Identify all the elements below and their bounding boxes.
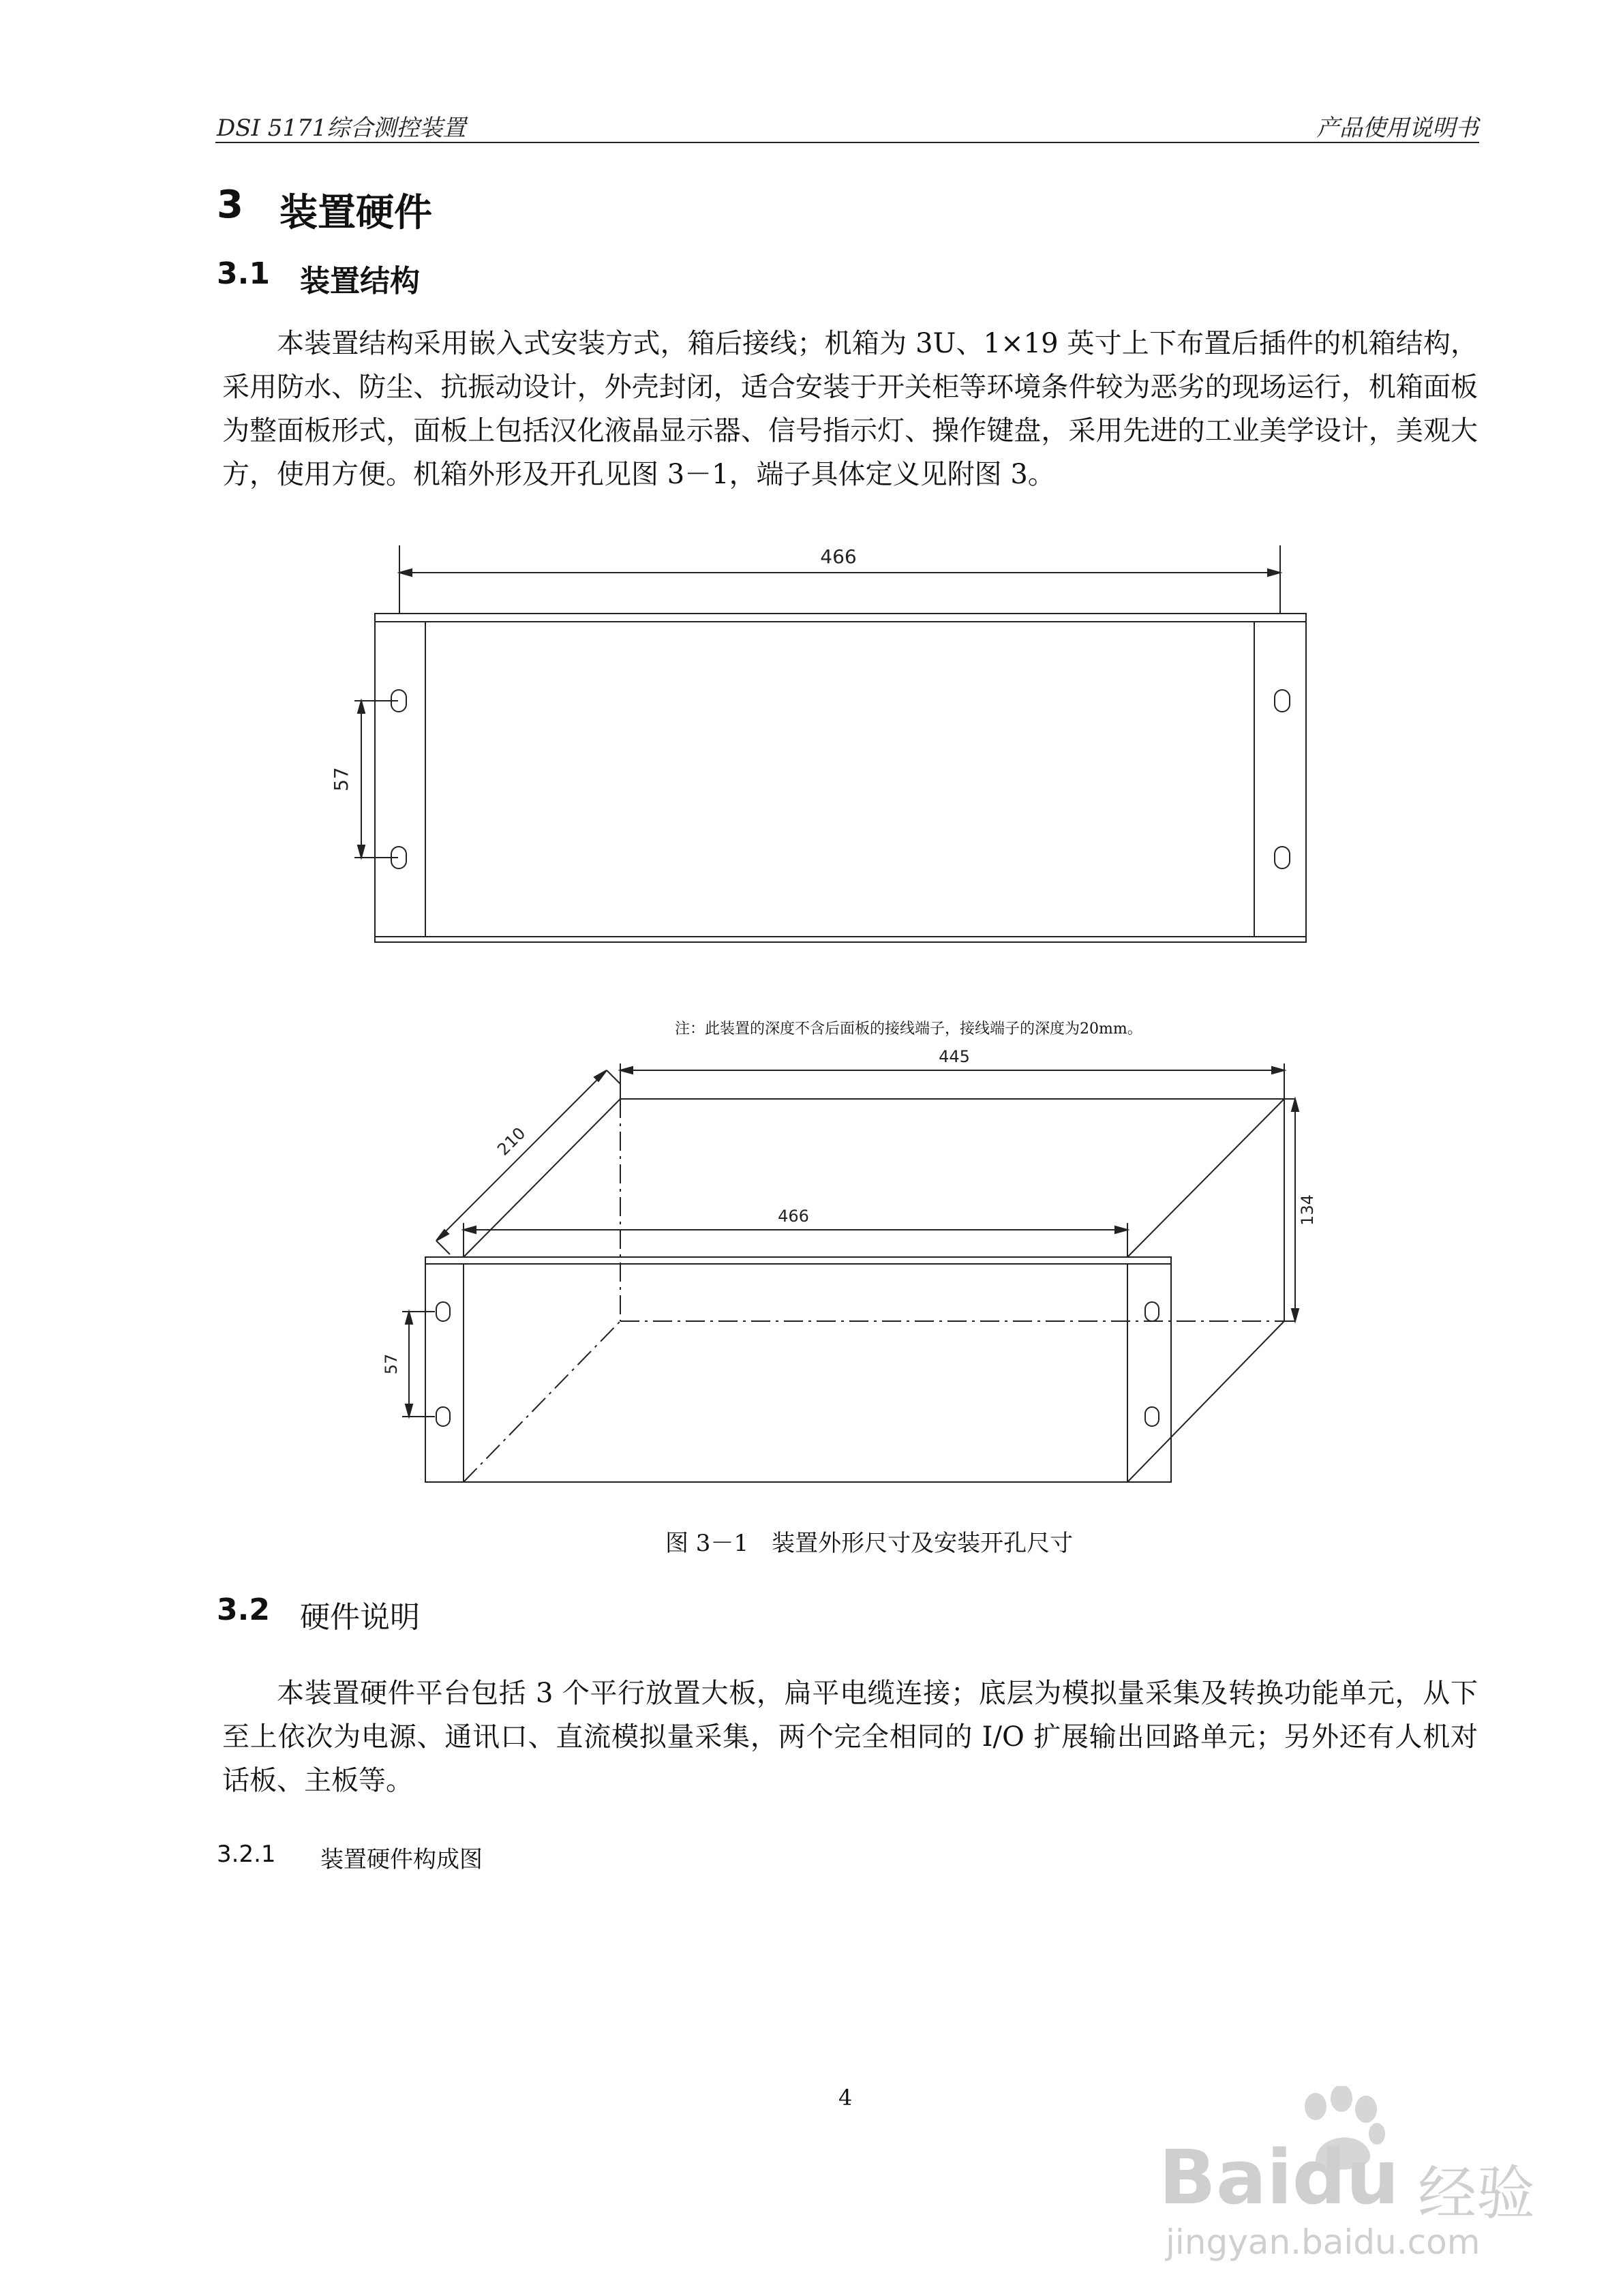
figure-caption: 图 3－1 装置外形尺寸及安装开孔尺寸	[665, 1530, 1074, 1557]
watermark-suffix: 经验	[1418, 2160, 1535, 2228]
figure-note: 注：此装置的深度不含后面板的接线端子，接线端子的深度为20mm。	[675, 1021, 1142, 1038]
subsection-1-paragraph: 本装置结构采用嵌入式安装方式，箱后接线；机箱为 3U、1×19 英寸上下布置后插件的机箱结构，采用防水、防尘、抗振动设计，外壳封闭，适合安装于开关柜等环境条件较为恶劣的现场运行，机箱面板为整面板形式，面板上包括汉化液晶显示器、信号指示灯、操作键盘，采用先进的工业美学设计，美观大方，使用方便。机箱外形及开孔见图 3－1，端子具体定义见附图 3。	[222, 328, 1478, 490]
watermark	[1159, 2086, 1568, 2263]
section-title: 装置硬件	[279, 191, 432, 235]
front-view-drawing	[327, 532, 1336, 968]
iso-front-width-label: 466	[778, 1207, 809, 1226]
front-hole-spacing-label: 57	[330, 767, 352, 791]
section-number: 3	[217, 183, 243, 227]
iso-depth-label: 210	[494, 1123, 530, 1160]
watermark-url: jingyan.baidu.com	[1166, 2222, 1481, 2262]
iso-view-drawing	[382, 1043, 1336, 1500]
header-right: 产品使用说明书	[1316, 115, 1478, 142]
watermark-brand-2: du	[1292, 2134, 1399, 2221]
subsubsection-title: 装置硬件构成图	[320, 1846, 483, 1873]
subsection-2-paragraph: 本装置硬件平台包括 3 个平行放置大板，扁平电缆连接；底层为模拟量采集及转换功能单元，从下至上依次为电源、通讯口、直流模拟量采集，两个完全相同的 I/O 扩展输出回路单元；另外还有人机对话板、主板等。	[222, 1678, 1478, 1796]
iso-height-label: 134	[1298, 1194, 1317, 1226]
iso-hole-spacing-label: 57	[382, 1353, 401, 1375]
subsection-1-title: 装置结构	[300, 264, 420, 299]
header-rule	[215, 142, 1479, 143]
subsection-1-number: 3.1	[217, 256, 270, 291]
header-left: DSI 5171综合测控装置	[217, 115, 466, 142]
subsection-2-title: 硬件说明	[300, 1600, 420, 1635]
front-width-label: 466	[820, 545, 857, 568]
watermark-brand: Bai	[1159, 2134, 1292, 2221]
subsubsection-number: 3.2.1	[217, 1841, 276, 1868]
page-number: 4	[838, 2085, 853, 2111]
subsection-2-number: 3.2	[217, 1592, 270, 1627]
iso-back-width-label: 445	[939, 1047, 970, 1066]
